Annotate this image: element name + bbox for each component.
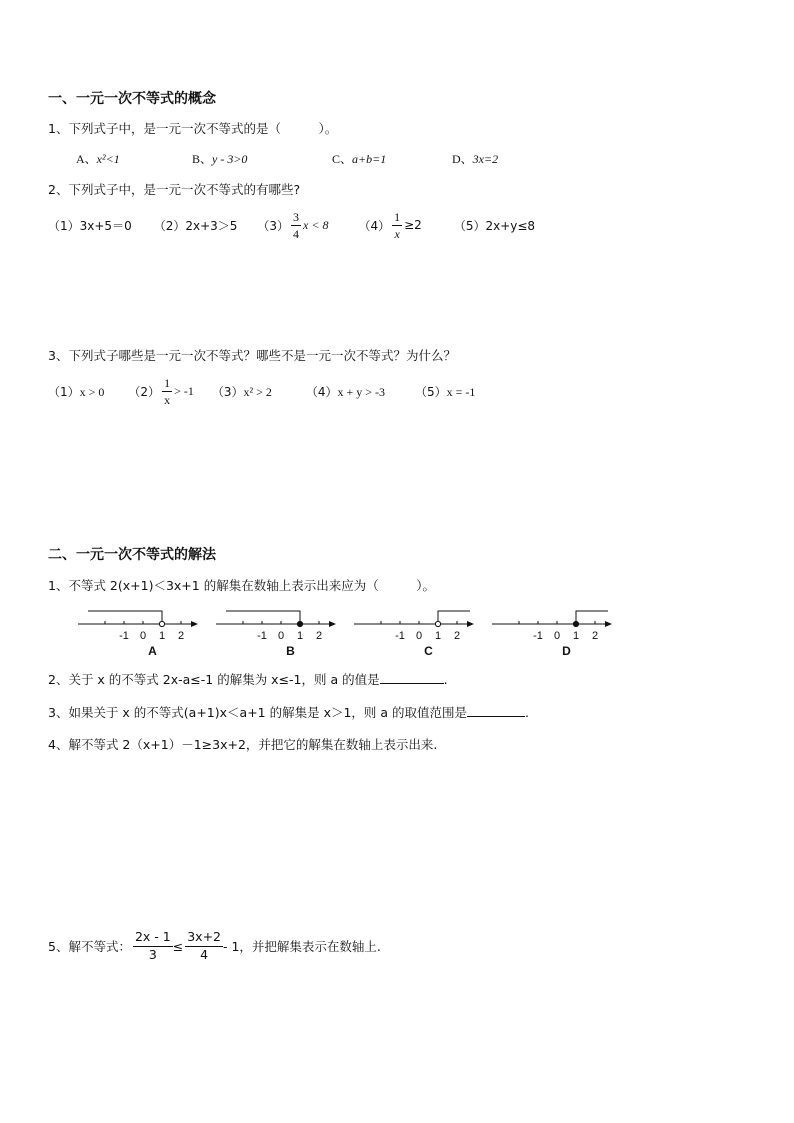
- s2-q2: 2、关于 x 的不等式 2x-a≤-1 的解集为 x≤-1，则 a 的值是 .: [48, 672, 448, 687]
- open-point: [435, 621, 440, 626]
- tick-label: 1: [572, 630, 580, 642]
- option-letter: B: [286, 644, 295, 658]
- open-point: [159, 621, 164, 626]
- axis-arrow: [191, 621, 198, 627]
- s2-q3: 3、如果关于 x 的不等式(a+1)x＜a+1 的解集是 x＞1，则 a 的取值范围是 .: [48, 705, 530, 720]
- axis-arrow: [467, 621, 474, 627]
- section1-title: 一、一元一次不等式的概念: [48, 91, 216, 107]
- s1-q3-item-1: （1）x > 0: [48, 384, 105, 399]
- s1-q2-item-3: （3） $\frac{3}{4}$ x < 8: [257, 209, 329, 241]
- s2-q1-stem: 1、不等式 2(x+1)＜3x+1 的解集在数轴上表示出来应为（ ）。: [48, 578, 435, 593]
- tick-label: 2: [591, 630, 599, 642]
- fraction: $\frac{3}{4}$: [293, 209, 300, 241]
- s1-q3-item-3: （3）x² > 2: [211, 384, 272, 399]
- s1-q1-option-a: A、x²<1: [76, 152, 120, 166]
- axis-arrow: [605, 621, 612, 627]
- tick-label: 1: [434, 630, 442, 642]
- s1-q3-item-5: （5）x = -1: [415, 384, 476, 399]
- s1-q2-item-2: （2）2x+3＞5: [153, 218, 238, 233]
- number-line-a: [78, 611, 198, 658]
- tick-label: 2: [177, 630, 185, 642]
- solution-ray: [88, 611, 162, 624]
- fraction: $\frac{3x+2}{4}$: [187, 929, 221, 962]
- section2-title: 二、一元一次不等式的解法: [48, 547, 216, 563]
- s1-q2-item-5: （5）2x+y≤8: [453, 218, 536, 233]
- s1-q2-item-4: （4） $\frac{1}{x}$ ≥2: [358, 209, 422, 241]
- fraction: $\frac{1}{x}$: [164, 375, 171, 407]
- answer-blank[interactable]: [467, 704, 525, 717]
- s1-q1-option-d: D、3x=2: [452, 152, 499, 166]
- s1-q2-item-1: （1）3x+5＝0: [48, 218, 132, 233]
- solution-ray: [226, 611, 300, 624]
- tick-label: -1: [395, 630, 405, 642]
- number-line-c: [354, 611, 474, 658]
- tick-label: 2: [453, 630, 461, 642]
- option-letter: D: [562, 644, 571, 658]
- s2-q4: 4、解不等式 2（x+1）－1≥3x+2，并把它的解集在数轴上表示出来.: [48, 737, 438, 752]
- s1-q1-stem: 1、下列式子中，是一元一次不等式的是（ ）。: [48, 121, 338, 136]
- s1-q1-option-b: B、y - 3>0: [192, 152, 248, 166]
- s1-q3-item-2: （2） $\frac{1}{x}$ > -1: [128, 375, 194, 407]
- number-line-options: [76, 602, 626, 658]
- solution-ray: [438, 611, 470, 624]
- tick-label: 0: [277, 630, 285, 642]
- closed-point: [573, 621, 578, 626]
- number-line-d: [492, 611, 612, 658]
- s1-q3-item-4: （4）x + y > -3: [305, 384, 386, 399]
- tick-label: 1: [296, 630, 304, 642]
- tick-label: 0: [139, 630, 147, 642]
- tick-label: -1: [257, 630, 267, 642]
- fraction: $\frac{2x - 1}{3}$: [134, 929, 171, 962]
- tick-label: 1: [158, 630, 166, 642]
- closed-point: [297, 621, 302, 626]
- s1-q1-option-c: C、a+b=1: [332, 152, 387, 166]
- fraction: $\frac{1}{x}$: [394, 209, 401, 241]
- tick-label: 0: [553, 630, 561, 642]
- tick-label: -1: [119, 630, 129, 642]
- tick-label: 0: [415, 630, 423, 642]
- s1-q3-stem: 3、下列式子哪些是一元一次不等式？哪些不是一元一次不等式？为什么？: [48, 348, 456, 363]
- number-line-b: [216, 611, 336, 658]
- tick-label: -1: [533, 630, 543, 642]
- option-letter: A: [148, 644, 157, 658]
- answer-blank[interactable]: [380, 671, 444, 684]
- axis-arrow: [329, 621, 336, 627]
- s2-q5: 5、解不等式： $\frac{2x - 1}{3}$ ≤ $\frac{3x+2}{4}$ - 1，并把解集表示在数轴上.: [48, 929, 381, 962]
- s1-q2-items: [48, 204, 543, 246]
- s1-q2-stem: 2、下列式子中，是一元一次不等式的有哪些?: [48, 182, 301, 197]
- tick-label: 2: [315, 630, 323, 642]
- solution-ray: [576, 611, 608, 624]
- option-letter: C: [424, 644, 433, 658]
- s1-q3-items: [48, 370, 483, 412]
